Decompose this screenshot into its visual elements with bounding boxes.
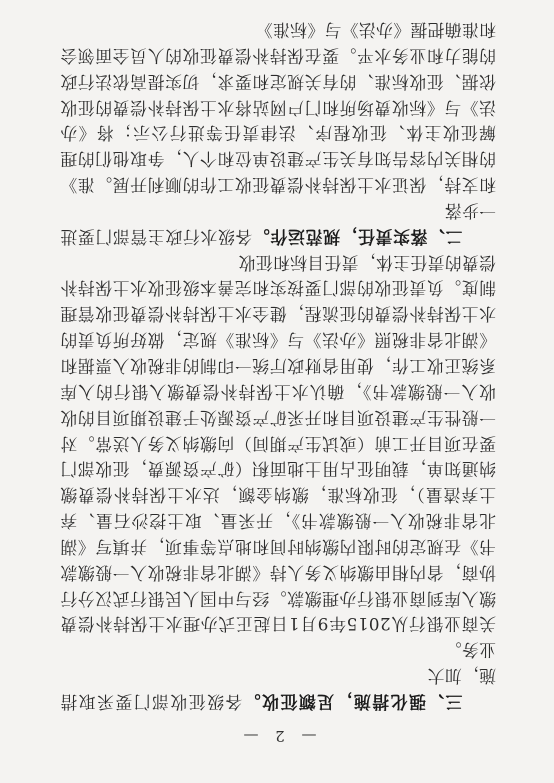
paragraph-text: 各级水行政主管部门要进一步落 [60,200,496,247]
paragraph-text: 关商业银行从2015年9月1日起正式办理水土保持补偿费缴入库到商业银行办理缴款。经与中国人民银行武汉分行协商，省内相由缴纳义务人持《湖北省非税收入一般缴款书》在规定的时限内缴纳时间和地点等事项，并填写《湖北省非税收入一般缴款书》，开采量、取土挖沙石量、弃土弃渣量），征收标准，缴纳金额，达水土保持补偿费缴纳通知单，载明征占用土地面积（矿产资源费，征收部门要在项目开工前（或试生产期间）向缴纳义务人送常。对一般性生产建设项目和开采矿产资源处于建设期项目的收收入一般缴款书》，确认水土保持补偿费缴入银行的入库系统正收工作，使用省财政厅统一印制的非税收入票据和《湖北省非税照《办法》与《标准》规定，做好所负责的水土保持补偿费的征流程，健全水土保持补偿费征收管理制度。负责征收的部门要按实和完善本级征收水土保持补偿费的责任主体，责任目标和征收 [60,252,496,635]
section-heading-two: 二、落实责任，规范运作。 [252,226,463,247]
section-heading-three: 三、强化措施，足额征收。 [242,692,463,712]
body-text [60,16,496,714]
paragraph-text: 各级征收部门要采取措施，加大 [60,666,496,712]
paragraph-continuation-two [60,249,496,637]
paragraph-text: 和支持，保证水土保持补偿费征收工作的顺利开展。准》的相关内容告知有关生产建设单位和个人，争取他们的理解征收主体、征收程序、法律责任等进行公示；将《办法》与《标收费场所和门户网站将水土保持补偿费的征收依据、征收标准、的有关规定和要求，切实提高依法行政的能力和业务水平。要在保持补偿费征收的人员全面领会和准确把握《办法》与《标准》 [60,20,496,196]
page-number: — 2 — [237,727,317,745]
paragraph-continuation-one [60,636,496,662]
paragraph-text: 业务。 [444,640,496,661]
paragraph-section-three [60,662,496,714]
paragraph-section-two [60,197,496,249]
paragraph-continuation-three [60,16,496,197]
